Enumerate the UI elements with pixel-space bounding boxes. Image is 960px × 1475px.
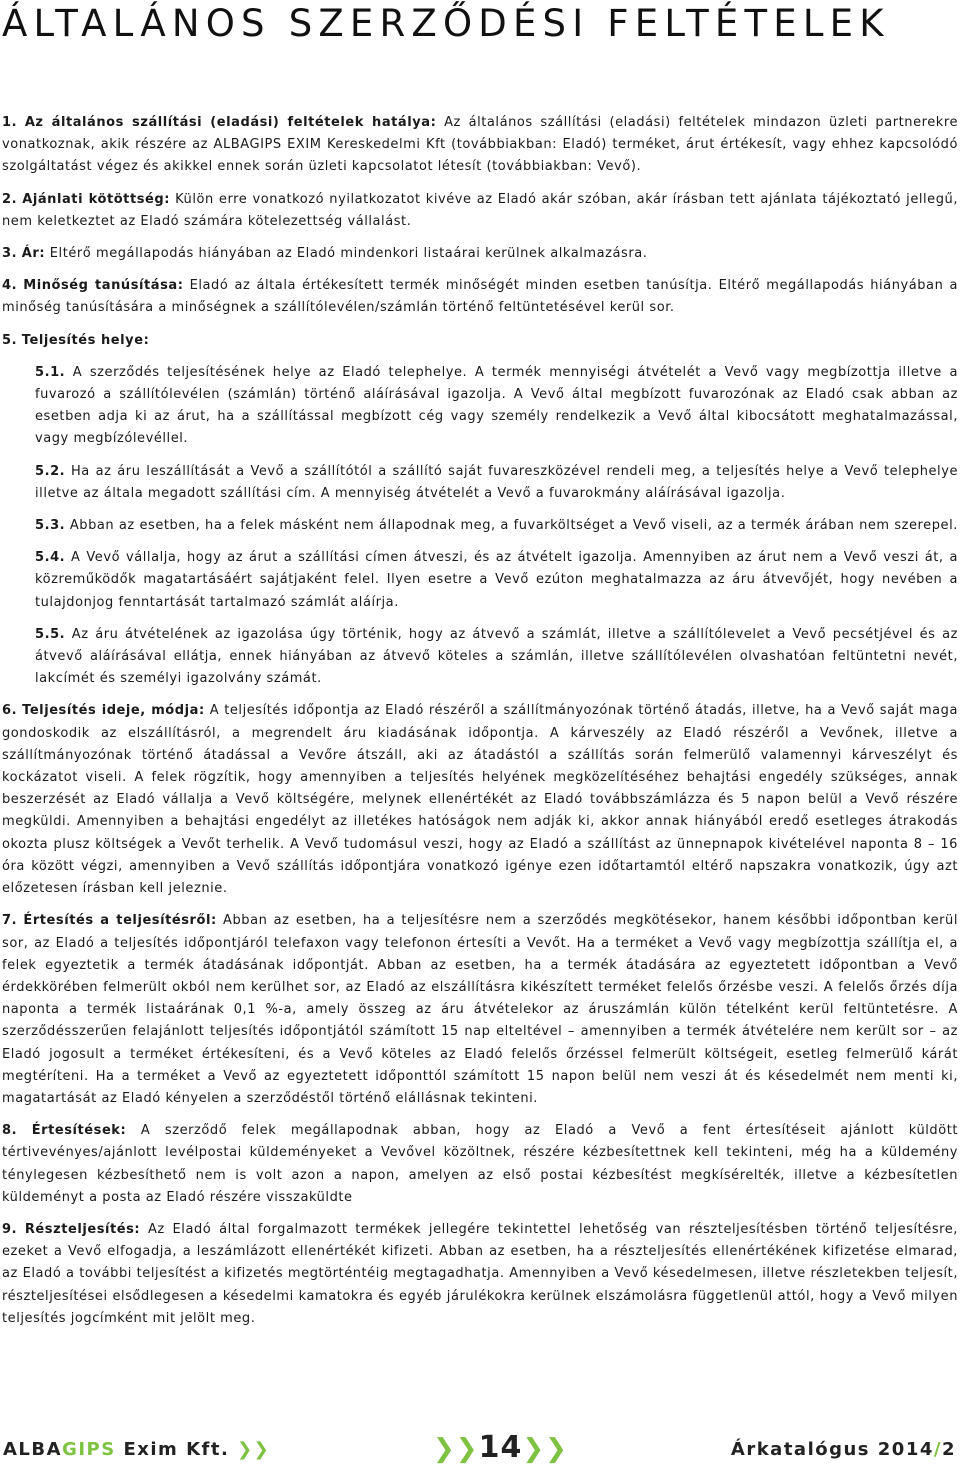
section-heading: Minőség tanúsítása: — [23, 278, 184, 294]
brand-part-gips: GIPS — [62, 1439, 116, 1460]
catalog-page: 2 — [941, 1439, 956, 1460]
section-paragraph — [2, 515, 958, 537]
section-number: 5.2. — [35, 463, 66, 479]
section-paragraph — [2, 461, 958, 505]
section-text: A Vevő vállalja, hogy az árut a szállítási címen átveszi, és az átvételt igazolja. Amennyiben az árut nem a Vevő veszi át, a közreműködők magatartásáért sajátjaként felel. Ilyen esetre a Vevő ezúton meghatalmazza az áru átvevőjét, hogy nevében a tulajdonjog fenntartását tartalmazó számlát aláírja. — [35, 550, 958, 610]
section-number: 6. — [2, 703, 18, 719]
section-paragraph — [2, 243, 958, 265]
section-text: Az általános szállítási (eladási) feltételek mindazon üzleti partnerekre vonatkoznak, akik részére az ALBAGIPS EXIM Kereskedelmi Kft (továbbiakban: Eladó) terméket, árut értékesít, vagy ehhez kapcsolódó szolgáltatást végez és akikkel ennek során üzleti kapcsolatot létesít (továbbiakban: Vevő). — [2, 115, 959, 175]
section-text: Eltérő megállapodás hiányában az Eladó mindenkori listaárai kerülnek alkalmazásra. — [45, 246, 648, 262]
catalog-title: Árkatalógus 2014 — [730, 1439, 934, 1460]
section-heading: Ár: — [21, 246, 46, 262]
brand-part-exim: Exim Kft. — [115, 1439, 230, 1460]
section-text: Külön erre vonatkozó nyilatkozatot kivéve az Eladó akár szóban, akár írásban tett ajánlata tájékoztató jellegű, nem keletkeztet az Eladó számára kötelezettség vállalást. — [2, 191, 959, 229]
section-paragraph — [2, 275, 958, 319]
page-number: 14 — [478, 1430, 523, 1465]
section-paragraph — [2, 700, 958, 900]
chevron-right-icon: ❯❯ — [433, 1434, 479, 1464]
section-heading: Részteljesítés: — [24, 1221, 141, 1237]
section-text: Abban az esetben, ha a felek másként nem állapodnak meg, a fuvarköltséget a Vevő viseli, az a termék árában nem szerepel. — [65, 518, 958, 534]
section-heading: Az általános szállítási (eladási) feltételek hatálya: — [24, 115, 437, 130]
section-heading: Teljesítés ideje, módja: — [22, 703, 205, 719]
section-number: 5.1. — [35, 364, 66, 380]
section-text: A szerződés teljesítésének helye az Eladó telephelye. A termék mennyiségi átvételét a Vevő vagy megbízottja illetve a fuvarozó a szállítólevélen (számlán) történő aláírásával igazolja. A Vevő által megbízott fuvarozónak az Eladó csak abban az esetben adja ki az árut, ha a szállítással megbízott cég vagy személy rendelkezik a Vevő által kibocsátott meghatalmazással, vagy megbízólevéllel. — [35, 364, 958, 447]
chevron-right-icon: ❯❯ — [522, 1434, 568, 1464]
section-heading: Értesítés a teljesítésről: — [23, 913, 217, 929]
section-text: Ha az áru leszállítását a Vevő a szállítótól a szállító saját fuvareszközével rendeli meg, a teljesítés helye a Vevő telephelye illetve az általa megadott szállítási cím. A mennyiség átvételét a Vevő a fuvarokmány aláírásával igazolja. — [35, 463, 958, 501]
section-number: 8. — [2, 1123, 18, 1139]
page-number-block — [433, 1430, 568, 1465]
section-number: 9. — [2, 1221, 18, 1237]
section-paragraph — [2, 112, 958, 179]
section-number: 2. — [2, 191, 18, 207]
section-paragraph — [2, 330, 958, 352]
section-heading: Ajánlati kötöttség: — [22, 191, 170, 207]
section-heading: Teljesítés helye: — [21, 332, 150, 348]
section-text: A teljesítés időpontja az Eladó részéről a szállítmányozónak történő átadás, illetve, ha a Vevő saját maga gondoskodik az elszállításról, a megrendelt áru kiadásának időpontja. A kárveszély az Eladó részéről a Vevőnek, illetve a szállítmányozónak történő átadással a Vevőre átszáll, aki az átadástól a szállítás során felmerülő valamennyi kárveszélyt és kockázatot viseli. A felek rögzítik, hogy amennyiben a teljesítés helyének megközelítéséhez behajtási engedély szükséges, annak beszerzését az Eladó vállalja a Vevő költségére, melynek ellenértékét az Eladó továbbszámlázza és 5 napon belül a Vevő részére megküldi. Amennyiben a behajtási engedélyt az illetékes hatóságok nem adják ki, akkor annak hiányából eredő esetleges átrakodás okozta plusz költségek a Vevőt terhelik. A Vevő tudomásul veszi, hogy az Eladó a szállítást az ünnepnapok kivételével naponta 8 – 16 óra között végzi, amennyiben a Vevő szállítás időpontjára vonatkozó igénye ezen időtartamtól eltérő napszakra vonatkozik, úgy azt előzetesen írásban kell jeleznie. — [2, 703, 958, 897]
section-number: 4. — [2, 278, 18, 294]
section-paragraph — [2, 1120, 958, 1209]
section-text: A szerződő felek megállapodnak abban, hogy az Eladó a Vevő a fent értesítéseit ajánlott küldött tértivevényes/ajánlott levélpostai küldeményeket a Vevővel közöltnek, részére kézbesítettnek kell tekinteni, még ha a küldemény ténylegesen kézbesíthető nem is volt azon a napon, amelyen az első postai kézbesítést megkísérelték, illetve a kézbesítetlen küldeményt a posta az Eladó részére visszaküldte — [2, 1123, 958, 1205]
section-paragraph — [2, 547, 958, 614]
section-number: 5.3. — [35, 518, 66, 534]
brand-part-alba: ALBA — [3, 1439, 63, 1460]
section-paragraph — [2, 910, 958, 1110]
section-number: 1. — [2, 115, 18, 130]
document-title: ÁLTALÁNOS SZERZŐDÉSI FELTÉTELEK — [2, 2, 890, 45]
section-text: Az Eladó által forgalmazott termékek jellegére tekintettel lehetőség van részteljesítésben történő teljesítésre, ezeket a Vevő elfogadja, a leszámlázott ellenértékét kifizeti. Abban az esetben, ha a részteljesítés ellenértékének kifizetése elmarad, az Eladó a további teljesítést a kifizetés megtörténtéig megtagadhatja. Amennyiben a Vevő késedelmesen, illetve részletekben teljesít, részteljesítései elsődlegesen a késedelmi kamatokra és egyéb járulékokra kerülnek elszámolásra függetlenül attól, hogy a Vevő milyen teljesítés jogcímként mit jelölt meg. — [2, 1221, 958, 1326]
section-paragraph — [2, 362, 958, 451]
terms-content — [2, 112, 958, 1340]
section-paragraph — [2, 624, 958, 691]
section-number: 3. — [2, 246, 18, 262]
company-brand — [3, 1439, 270, 1460]
page-footer — [0, 1430, 960, 1475]
section-paragraph — [2, 189, 958, 233]
section-text: Eladó az általa értékesített termék minőségét minden esetben tanúsítja. Eltérő megállapodás hiányában a minőség tanúsítására a minőségnek a szállítólevélen/számlán történő feltüntetésével kerül sor. — [2, 278, 958, 316]
section-text: Abban az esetben, ha a teljesítésre nem a szerződés megkötésekor, hanem későbbi időpontban kerül sor, az Eladó a teljesítés időpontjáról telefaxon vagy telefonon értesíti a Vevőt. Ha a terméket a Vevő vagy megbízottja szállítja el, a felek egyeztetik a termék átadásának időpontját. Abban az esetben, ha a termék átadására az egyeztetett időpontban a Vevő érdekkörében felmerült okból nem kerülhet sor, az Eladó az elszállításra kikészített terméket felelős őrzésbe veszi. A felelős őrzés díja naponta a termék listaárának 0,1 %-a, amely összeg az áru átvételekor az áruszámlán külön tételként kerül feltüntetésre. A szerződésszerűen felajánlott teljesítés időpontjától számított 15 nap elteltével – amennyiben a termék átvételére nem került sor – az Eladó jogosult a terméket értékesíteni, és a Vevő köteles az Eladó felelős őrzéssel felmerült költségeit, esetleg felmerülő kárát megtéríteni. Ha a terméket a Vevő az egyeztetett időponttól számított 15 napon belül nem veszi át és késedelmét nem menti ki, magatartását az Eladó kényelen a szerződéstől történő elállásnak tekinteni. — [2, 913, 959, 1106]
catalog-slash: / — [933, 1439, 942, 1460]
section-paragraph — [2, 1219, 958, 1330]
section-text: Az áru átvételének az igazolása úgy történik, hogy az átvevő a számlát, illetve a szállítólevelet a Vevő pecsétjével és az átvevő aláírásával ellátja, ennek hiányában az átvevő köteles a számlán, illetve szállítólevélen olvashatóan feltüntetni nevét, lakcímét és személyi igazolvány számát. — [35, 626, 958, 687]
catalog-label — [731, 1439, 956, 1460]
section-number: 5.5. — [35, 626, 66, 642]
section-number: 7. — [2, 913, 18, 929]
chevron-right-icon: ❯❯ — [237, 1439, 271, 1460]
section-number: 5.4. — [35, 550, 66, 566]
section-number: 5. — [2, 332, 18, 348]
section-heading: Értesítések: — [31, 1123, 127, 1139]
